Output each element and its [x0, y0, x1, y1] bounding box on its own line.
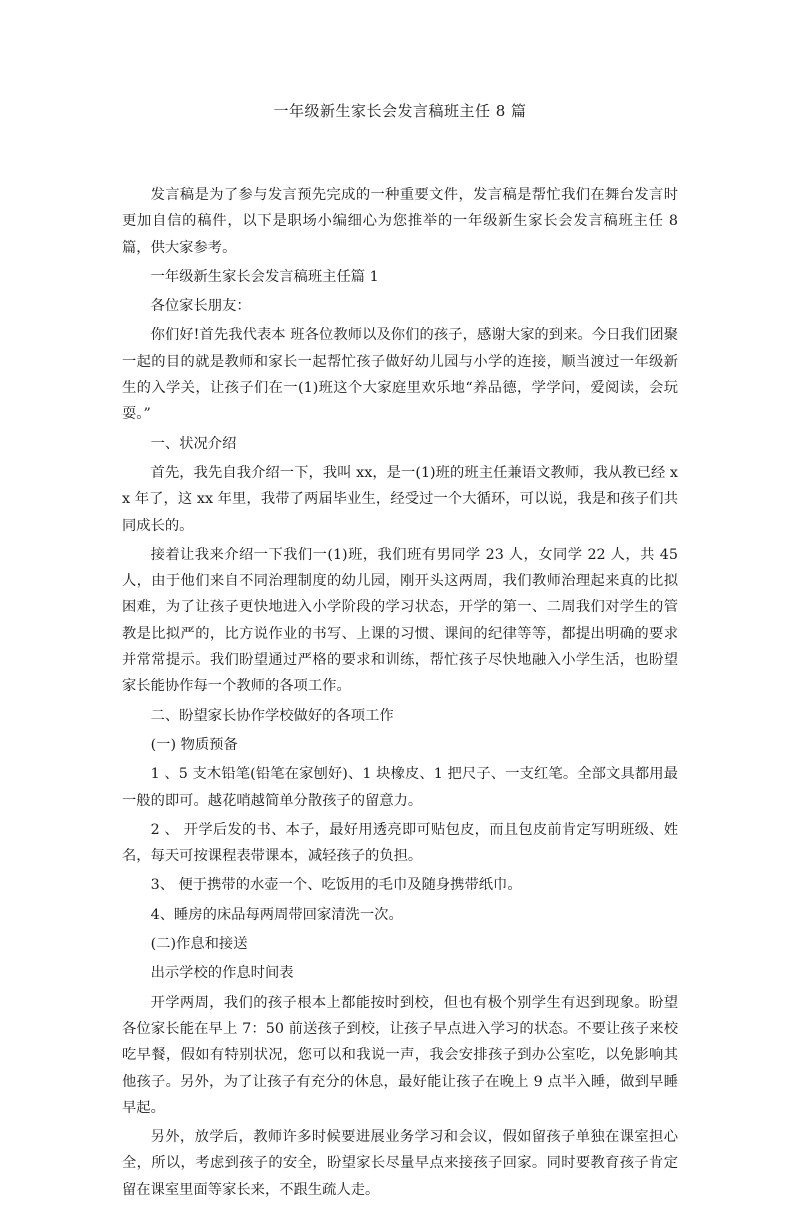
document-body [122, 182, 678, 1206]
section-heading-article-1: 一年级新生家长会发言稿班主任篇 1 [150, 268, 379, 285]
section-heading-cooperation: 二、盼望家长协作学校做好的各项工作 [150, 707, 394, 724]
list-item-3: 3、 便于携带的水壶一个、吃饭用的毛巾及随身携带纸巾。 [150, 877, 522, 894]
subheading-schedule: (二)作息和接送 [150, 936, 248, 953]
intro-paragraph: 发言稿是为了参与发言预先完成的一种重要文件，发言稿是帮忙我们在舞台发言时更加自信的稿件，以下是职场小编细心为您推举的一年级新生家长会发言稿班主任 8 篇，供大家参考。 [122, 187, 678, 256]
list-item-1: 1 、5 支木铅笔(铅笔在家刨好)、1 块橡皮、1 把尺子、一支红笔。全部文具都用最一般的即可。越花哨越简单分散孩子的留意力。 [122, 766, 678, 809]
self-intro-paragraph: 首先，我先自我介绍一下，我叫 xx，是一(1)班的班主任兼语文教师，我从教已经 xx 年了，这 xx 年里，我带了两届毕业生，经受过一个大循环，可以说，我是和孩子们共同成长的。 [122, 464, 678, 534]
schedule-note: 出示学校的作息时间表 [150, 965, 294, 982]
subheading-materials: (一) 物质预备 [150, 736, 238, 753]
salutation: 各位家长朋友： [150, 298, 251, 315]
pickup-paragraph: 另外，放学后，教师许多时候要进展业务学习和会议，假如留孩子单独在课室担心全，所以，考虑到孩子的安全，盼望家长尽量早点来接孩子回家。同时要教育孩子肯定留在课室里面等家长来，不跟生疏人走。 [122, 1129, 678, 1198]
list-item-2: 2 、 开学后发的书、本子，最好用透亮即可贴包皮，而且包皮前肯定写明班级、姓名，每天可按课程表带课本，减轻孩子的负担。 [122, 821, 678, 865]
greeting-paragraph: 你们好!首先我代表本 班各位教师以及你们的孩子，感谢大家的到来。今日我们团聚一起的目的就是教师和家长一起帮忙孩子做好幼儿园与小学的连接，顺当渡过一年级新生的入学关，让孩子们在一(1)班这个大家庭里欢乐地“养品德，学学问，爱阅读，会玩耍。” [122, 327, 678, 423]
document-title: 一年级新生家长会发言稿班主任 8 篇 [273, 102, 527, 120]
schedule-paragraph: 开学两周，我们的孩子根本上都能按时到校，但也有极个别学生有迟到现象。盼望各位家长能在早上 7：50 前送孩子到校，让孩子早点进入学习的状态。不要让孩子来校吃早餐，假如有特别状况，您可以和我说一声，我会安排孩子到办公室吃，以免影响其他孩子。另外，为了让孩子有充分的休息，最好能让孩子在晚上 9 点半入睡，做到早睡早起。 [122, 994, 678, 1116]
class-intro-paragraph: 接着让我来介绍一下我们一(1)班，我们班有男同学 23 人，女同学 22 人，共 45 人，由于他们来自不同治理制度的幼儿园，刚开头这两周，我们教师治理起来真的比拟困难，为了让孩子更快地进入小学阶段的学习状态，开学的第一、二周我们对学生的管教是比拟严的，比方说作业的书写、上课的习惯、课间的纪律等等，都提出明确的要求并常常提示。我们盼望通过严格的要求和训练，帮忙孩子尽快地融入小学生活，也盼望家长能协作每一个教师的各项工作。 [122, 546, 678, 695]
list-item-4: 4、睡房的床品每两周带回家清洗一次。 [150, 906, 403, 923]
section-heading-situation: 一、状况介绍 [150, 435, 237, 452]
